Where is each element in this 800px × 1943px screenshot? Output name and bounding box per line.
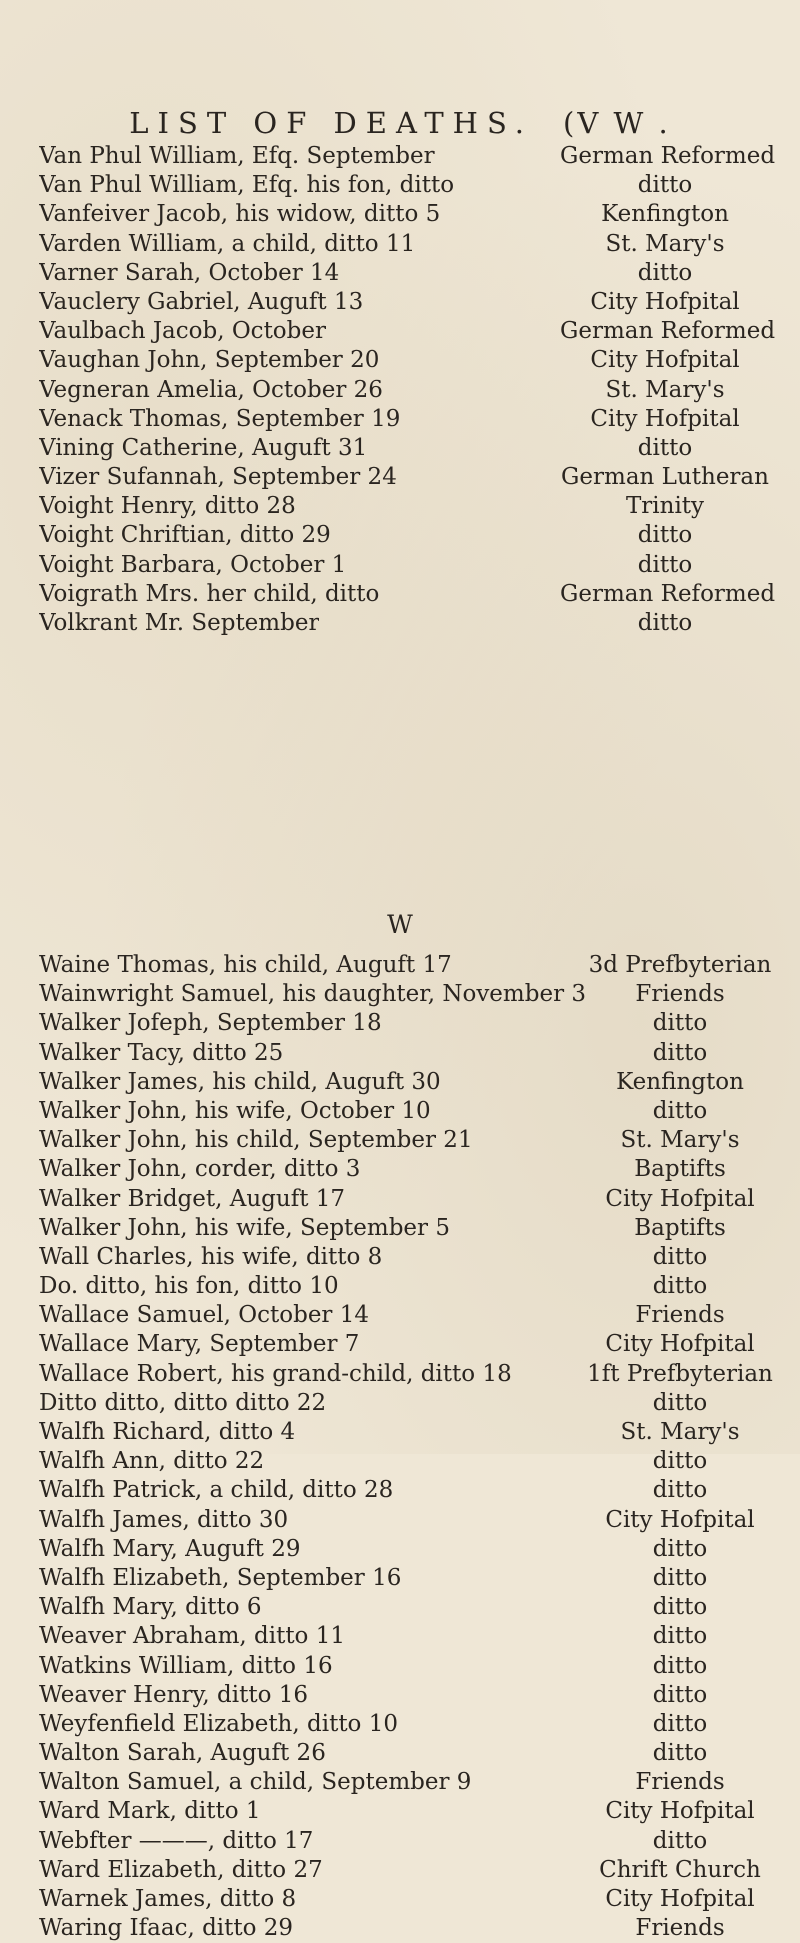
burial-ground: ditto xyxy=(652,1681,708,1708)
burial-ground: ditto xyxy=(652,1535,708,1562)
death-record-row xyxy=(0,1214,800,1243)
death-record-row xyxy=(0,317,800,346)
death-record-entry: Ward Mark, ditto 1 xyxy=(39,1798,261,1825)
death-record-row xyxy=(0,230,800,259)
death-record-entry: Weaver Abraham, ditto 11 xyxy=(39,1623,345,1650)
death-record-entry: Volkrant Mr. September xyxy=(39,610,320,636)
burial-ground: ditto xyxy=(652,1243,708,1270)
burial-ground: ditto xyxy=(637,610,693,636)
death-record-row xyxy=(0,1447,800,1476)
burial-ground: City Hofpital xyxy=(590,405,740,432)
death-record-row xyxy=(0,259,800,288)
death-record-row xyxy=(0,1564,800,1593)
burial-ground: Friends xyxy=(635,981,725,1008)
death-record-row xyxy=(0,1039,800,1068)
death-record-entry: Walker John, his wife, September 5 xyxy=(39,1214,450,1241)
death-record-row xyxy=(0,1097,800,1126)
death-record-row xyxy=(0,1506,800,1535)
section-v-list xyxy=(0,142,800,638)
burial-ground: Kenfington xyxy=(601,201,729,228)
page-code: (V W . xyxy=(563,106,671,140)
death-record-row xyxy=(0,1593,800,1622)
death-record-entry: Voight Chriftian, ditto 29 xyxy=(39,522,331,549)
burial-ground: ditto xyxy=(637,259,693,286)
death-record-row xyxy=(0,405,800,434)
death-record-row xyxy=(0,1243,800,1272)
death-record-entry: Voight Barbara, October 1 xyxy=(39,551,347,578)
death-record-entry: Waine Thomas, his child, Auguft 17 xyxy=(39,952,452,978)
burial-ground: ditto xyxy=(637,522,693,549)
death-record-row xyxy=(0,200,800,229)
death-record-entry: Wall Charles, his wife, ditto 8 xyxy=(39,1243,383,1270)
section-letter-w: W xyxy=(387,910,413,939)
burial-ground: ditto xyxy=(652,1740,708,1767)
burial-ground: St. Mary's xyxy=(620,1127,740,1154)
burial-ground: ditto xyxy=(652,1039,708,1066)
death-record-entry: Walker John, corder, ditto 3 xyxy=(39,1156,361,1183)
burial-ground: ditto xyxy=(637,172,693,199)
death-record-row xyxy=(0,492,800,521)
burial-ground: Friends xyxy=(635,1769,725,1796)
burial-ground: ditto xyxy=(637,551,693,578)
burial-ground: City Hofpital xyxy=(605,1331,755,1358)
burial-ground: City Hofpital xyxy=(605,1886,755,1912)
death-record-entry: Waring Ifaac, ditto 29 xyxy=(39,1915,294,1942)
death-record-row xyxy=(0,376,800,405)
death-record-row xyxy=(0,1914,800,1943)
burial-ground: St. Mary's xyxy=(620,1419,740,1445)
death-record-row xyxy=(0,551,800,580)
burial-ground: ditto xyxy=(652,1097,708,1124)
death-record-entry: Weyfenfield Elizabeth, ditto 10 xyxy=(39,1710,398,1737)
death-record-entry: Walfh Mary, Auguft 29 xyxy=(39,1535,301,1562)
death-record-entry: Voight Henry, ditto 28 xyxy=(39,493,296,520)
burial-ground: ditto xyxy=(652,1010,708,1037)
page-header xyxy=(0,106,800,140)
death-record-row xyxy=(0,980,800,1009)
section-w-list xyxy=(0,951,800,1943)
death-record-row xyxy=(0,1476,800,1505)
death-record-row xyxy=(0,1710,800,1739)
death-record-entry: Ward Elizabeth, ditto 27 xyxy=(39,1856,323,1883)
death-record-row xyxy=(0,1009,800,1038)
death-record-row xyxy=(0,521,800,550)
burial-ground: Baptifts xyxy=(634,1214,726,1241)
death-record-entry: Vauclery Gabriel, Auguft 13 xyxy=(39,288,364,315)
burial-ground: St. Mary's xyxy=(605,376,725,403)
death-record-row xyxy=(0,1827,800,1856)
death-record-row xyxy=(0,1301,800,1330)
death-record-entry: Vegneran Amelia, October 26 xyxy=(39,376,383,403)
page-title: LIST OF DEATHS. xyxy=(129,106,533,140)
burial-ground: 1ft Prefbyterian xyxy=(587,1360,773,1387)
death-record-row xyxy=(0,1360,800,1389)
death-record-row xyxy=(0,1885,800,1914)
death-record-entry: Vaulbach Jacob, October xyxy=(39,318,326,345)
death-record-entry: Do. ditto, his fon, ditto 10 xyxy=(39,1273,339,1300)
death-record-row xyxy=(0,434,800,463)
death-record-entry: Walton Samuel, a child, September 9 xyxy=(39,1769,472,1796)
death-record-entry: Walker Tacy, ditto 25 xyxy=(39,1039,284,1066)
death-record-row xyxy=(0,1622,800,1651)
burial-ground: ditto xyxy=(652,1273,708,1300)
burial-ground: ditto xyxy=(652,1389,708,1416)
death-record-entry: Vanfeiver Jacob, his widow, ditto 5 xyxy=(39,201,441,228)
death-record-row xyxy=(0,1068,800,1097)
death-record-entry: Warnek James, ditto 8 xyxy=(39,1886,297,1912)
burial-ground: City Hofpital xyxy=(605,1185,755,1212)
death-record-entry: Wallace Robert, his grand-child, ditto 18 xyxy=(39,1360,512,1387)
death-record-row xyxy=(0,1739,800,1768)
death-record-row xyxy=(0,1418,800,1447)
burial-ground: ditto xyxy=(652,1710,708,1737)
burial-ground: ditto xyxy=(652,1623,708,1650)
death-record-entry: Wallace Mary, September 7 xyxy=(39,1331,360,1358)
death-record-entry: Varner Sarah, October 14 xyxy=(39,259,340,286)
burial-ground: Friends xyxy=(635,1915,725,1942)
death-record-entry: Varden William, a child, ditto 11 xyxy=(39,230,416,257)
death-record-entry: Watkins William, ditto 16 xyxy=(39,1652,333,1679)
burial-ground: ditto xyxy=(652,1448,708,1475)
death-record-entry: Van Phul William, Efq. September xyxy=(39,143,435,169)
death-record-entry: Vining Catherine, Auguft 31 xyxy=(39,434,368,461)
death-record-entry: Walfh Ann, ditto 22 xyxy=(39,1448,265,1475)
death-record-entry: Walker John, his child, September 21 xyxy=(39,1127,473,1154)
death-record-entry: Walfh Patrick, a child, ditto 28 xyxy=(39,1477,394,1504)
death-record-entry: Van Phul William, Efq. his fon, ditto xyxy=(39,172,455,199)
death-record-row xyxy=(0,1272,800,1301)
death-record-row xyxy=(0,1185,800,1214)
burial-ground: Kenfington xyxy=(616,1068,744,1095)
death-record-row xyxy=(0,1681,800,1710)
death-record-row xyxy=(0,1126,800,1155)
death-record-row xyxy=(0,288,800,317)
burial-ground: ditto xyxy=(652,1477,708,1504)
burial-ground: City Hofpital xyxy=(590,288,740,315)
burial-ground: German Reformed xyxy=(560,143,776,169)
death-record-entry: Walker Bridget, Auguft 17 xyxy=(39,1185,346,1212)
death-record-entry: Vaughan John, September 20 xyxy=(39,347,380,374)
death-record-entry: Walfh James, ditto 30 xyxy=(39,1506,289,1533)
burial-ground: German Reformed xyxy=(560,318,776,345)
death-record-entry: Walker John, his wife, October 10 xyxy=(39,1097,431,1124)
burial-ground: City Hofpital xyxy=(605,1798,755,1825)
death-record-entry: Walfh Richard, ditto 4 xyxy=(39,1419,296,1445)
death-record-row xyxy=(0,951,800,980)
burial-ground: ditto xyxy=(652,1827,708,1854)
death-record-row xyxy=(0,463,800,492)
burial-ground: St. Mary's xyxy=(605,230,725,257)
death-record-entry: Weaver Henry, ditto 16 xyxy=(39,1681,309,1708)
death-record-row xyxy=(0,346,800,375)
burial-ground: Trinity xyxy=(625,493,705,520)
death-record-entry: Wainwright Samuel, his daughter, November 3 xyxy=(39,981,587,1008)
death-record-entry: Ditto ditto, ditto ditto 22 xyxy=(39,1389,327,1416)
death-record-row xyxy=(0,1389,800,1418)
death-record-row xyxy=(0,1155,800,1184)
burial-ground: Baptifts xyxy=(634,1156,726,1183)
death-record-row xyxy=(0,1768,800,1797)
death-record-row xyxy=(0,1856,800,1885)
death-record-entry: Voigrath Mrs. her child, ditto xyxy=(39,580,380,607)
death-record-row xyxy=(0,1330,800,1359)
death-record-entry: Wallace Samuel, October 14 xyxy=(39,1302,369,1329)
burial-ground: German Lutheran xyxy=(561,464,769,491)
death-record-entry: Walker James, his child, Auguft 30 xyxy=(39,1068,441,1095)
burial-ground: City Hofpital xyxy=(605,1506,755,1533)
death-record-row xyxy=(0,142,800,171)
burial-ground: ditto xyxy=(637,434,693,461)
death-record-entry: Walker Jofeph, September 18 xyxy=(39,1010,382,1037)
death-record-entry: Venack Thomas, September 19 xyxy=(39,405,401,432)
burial-ground: ditto xyxy=(652,1564,708,1591)
death-record-entry: Vizer Sufannah, September 24 xyxy=(39,464,397,491)
death-record-entry: Walfh Elizabeth, September 16 xyxy=(39,1564,402,1591)
death-record-row xyxy=(0,580,800,609)
death-record-row xyxy=(0,171,800,200)
burial-ground: German Reformed xyxy=(560,580,776,607)
death-record-row xyxy=(0,1535,800,1564)
burial-ground: Chrift Church xyxy=(599,1856,761,1883)
death-record-row xyxy=(0,1797,800,1826)
burial-ground: 3d Prefbyterian xyxy=(588,952,772,978)
burial-ground: City Hofpital xyxy=(590,347,740,374)
death-record-entry: Walton Sarah, Auguft 26 xyxy=(39,1740,326,1767)
burial-ground: ditto xyxy=(652,1652,708,1679)
death-record-entry: Webfter ———, ditto 17 xyxy=(39,1827,314,1854)
death-record-row xyxy=(0,609,800,638)
death-record-row xyxy=(0,1652,800,1681)
burial-ground: ditto xyxy=(652,1594,708,1621)
burial-ground: Friends xyxy=(635,1302,725,1329)
death-record-entry: Walfh Mary, ditto 6 xyxy=(39,1594,262,1621)
